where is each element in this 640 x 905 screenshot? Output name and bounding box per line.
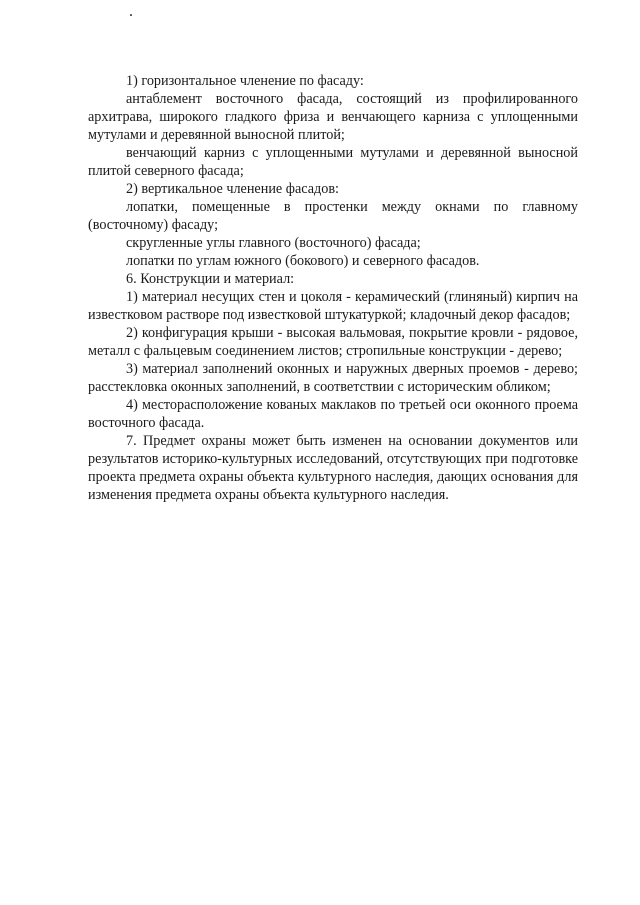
top-mark: . — [129, 3, 133, 20]
paragraph: скругленные углы главного (восточного) фасада; — [126, 235, 421, 251]
paragraph: 4) месторасположение кованых маклаков по третьей оси оконного проема восточного фасада. — [88, 397, 578, 431]
paragraph: 7. Предмет охраны может быть изменен на основании документов или результатов историко-культурных исследований, отсутствующих при подготовке проекта предмета охраны объекта культурного наследия, дающих основания для изменения предмета охраны объекта культурного наследия. — [88, 433, 578, 503]
paragraph: 6. Конструкции и материал: — [126, 271, 295, 287]
paragraph: 2) конфигурация крыши - высокая вальмовая, покрытие кровли - рядовое, металл с фальцевым соединением листов; стропильные конструкции - дерево; — [88, 325, 578, 359]
document-body — [88, 72, 578, 504]
paragraph: антаблемент восточного фасада, состоящий из профилированного архитрава, широкого гладкого фриза и венчающего карниза с уплощенными мутулами и деревянной выносной плитой; — [88, 91, 578, 143]
paragraph: лопатки по углам южного (бокового) и северного фасадов. — [126, 253, 480, 269]
paragraph: лопатки, помещенные в простенки между окнами по главному (восточному) фасаду; — [88, 199, 578, 233]
paragraph: 3) материал заполнений оконных и наружных дверных проемов - дерево; расстекловка оконных заполнений, в соответствии с историческим обликом; — [88, 361, 578, 395]
paragraph: 2) вертикальное членение фасадов: — [126, 181, 339, 197]
paragraph: 1) горизонтальное членение по фасаду: — [126, 73, 364, 89]
paragraph: 1) материал несущих стен и цоколя - керамический (глиняный) кирпич на известковом растворе под известковой штукатуркой; кладочный декор фасадов; — [88, 289, 578, 323]
paragraph: венчающий карниз с уплощенными мутулами и деревянной выносной плитой северного фасада; — [88, 145, 578, 179]
